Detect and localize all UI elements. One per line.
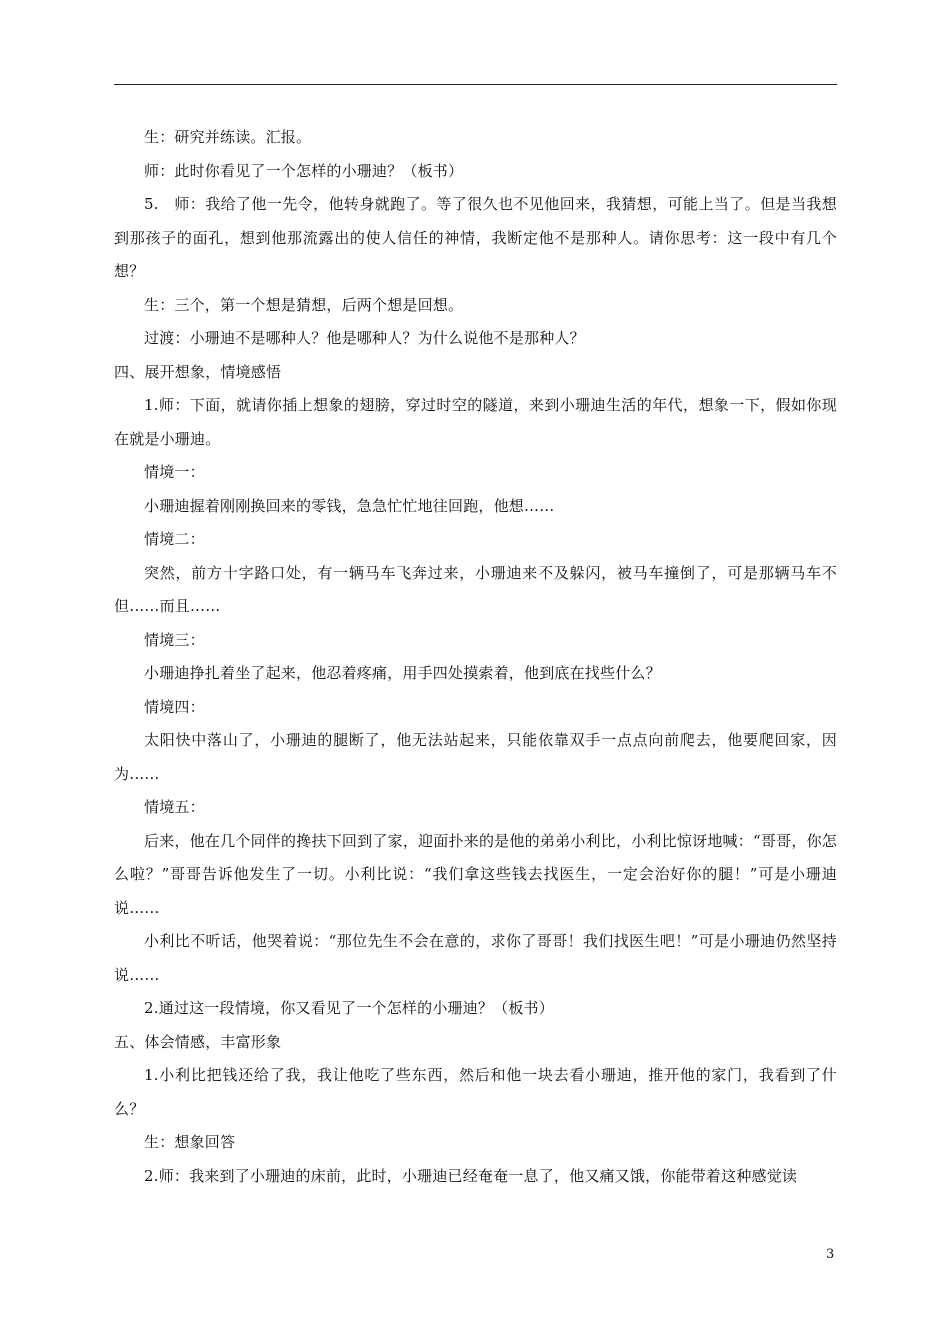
section-heading: 四、展开想象，情境感悟 bbox=[114, 362, 282, 381]
paragraph: 小珊迪握着刚刚换回来的零钱，急急忙忙地往回跑，他想…… bbox=[144, 496, 555, 515]
paragraph: 小利比不听话，他哭着说：“那位先生不会在意的，求你了哥哥！我们找医生吧！”可是小珊迪仍然坚持说…… bbox=[114, 932, 837, 984]
paragraph: 生：研究并练读。汇报。 bbox=[144, 128, 312, 146]
scenario-label: 情境三： bbox=[144, 630, 205, 649]
paragraph: 生：三个，第一个想是猜想，后两个想是回想。 bbox=[144, 295, 464, 314]
paragraph: 2.通过这一段情境，你又看见了一个怎样的小珊迪？（板书） bbox=[144, 999, 554, 1017]
scenario-label: 情境五： bbox=[144, 798, 205, 816]
page-number: 3 bbox=[826, 1247, 835, 1262]
paragraph: 后来，他在几个同伴的搀扶下回到了家，迎面扑来的是他的弟弟小利比，小利比惊讶地喊：“哥哥，你怎么啦？”哥哥告诉他发生了一切。小利比说：“我们拿这些钱去找医生，一定会治好你的腿！”可是小珊迪说…… bbox=[114, 831, 837, 917]
paragraph: 2.师：我来到了小珊迪的床前，此时，小珊迪已经奄奄一息了，他又痛又饿，你能带着这种感觉读 bbox=[144, 1166, 798, 1185]
section-heading: 五、体会情感，丰富形象 bbox=[114, 1032, 282, 1051]
paragraph: 小珊迪挣扎着坐了起来，他忍着疼痛，用手四处摸索着，他到底在找些什么？ bbox=[144, 664, 661, 682]
paragraph: 1.小利比把钱还给了我，我让他吃了些东西，然后和他一块去看小珊迪，推开他的家门，我看到了什么？ bbox=[114, 1066, 837, 1118]
paragraph: 突然，前方十字路口处，有一辆马车飞奔过来，小珊迪来不及躲闪，被马车撞倒了，可是那辆马车不但……而且…… bbox=[114, 563, 837, 615]
paragraph: 5. 师：我给了他一先令，他转身就跑了。等了很久也不见他回来，我猜想，可能上当了。但是当我想到那孩子的面孔，想到他那流露出的使人信任的神情，我断定他不是那种人。请你思考：这一段中有几个想？ bbox=[114, 195, 837, 280]
scenario-label: 情境一： bbox=[144, 463, 205, 481]
document-body bbox=[114, 121, 837, 1193]
scenario-label: 情境二： bbox=[144, 530, 205, 548]
paragraph: 师：此时你看见了一个怎样的小珊迪？（板书） bbox=[144, 161, 464, 180]
paragraph: 太阳快中落山了，小珊迪的腿断了，他无法站起来，只能依靠双手一点点向前爬去，他要爬回家，因为…… bbox=[114, 731, 837, 783]
paragraph: 1.师：下面，就请你插上想象的翅膀，穿过时空的隧道，来到小珊迪生活的年代，想象一下，假如你现在就是小珊迪。 bbox=[114, 396, 837, 448]
scenario-label: 情境四： bbox=[144, 697, 205, 716]
paragraph: 过渡：小珊迪不是哪种人？他是哪种人？为什么说他不是那种人？ bbox=[144, 329, 585, 347]
paragraph: 生：想象回答 bbox=[144, 1133, 236, 1151]
header-rule bbox=[114, 84, 837, 85]
